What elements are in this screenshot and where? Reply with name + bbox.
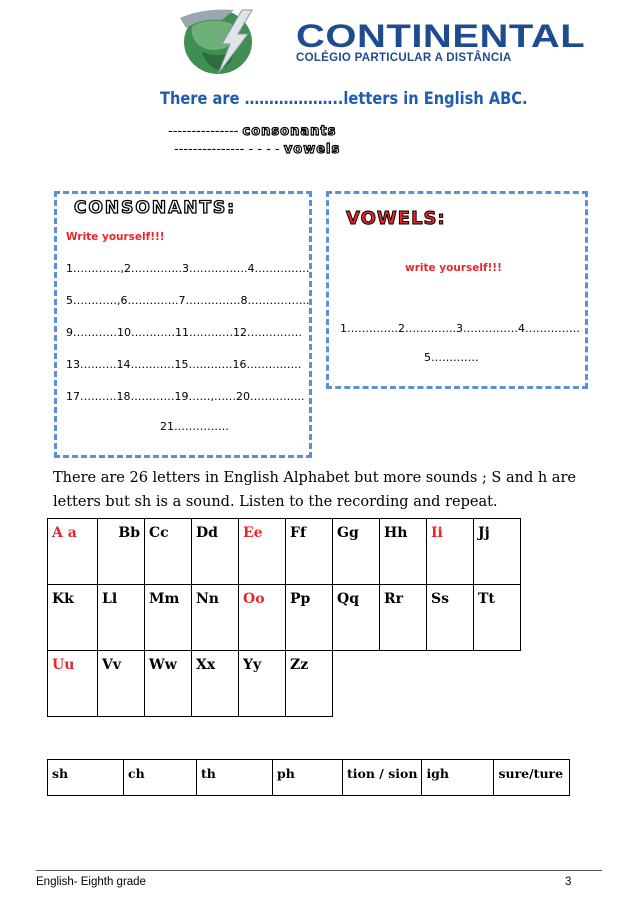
- consonants-count-line: [168, 124, 336, 139]
- alphabet-row: [48, 585, 521, 651]
- footer-course: English- Eighth grade: [36, 876, 146, 888]
- letter-cell: Gg: [333, 519, 380, 585]
- sound-cell: tion / sion: [343, 760, 422, 796]
- sound-cell: ph: [273, 760, 343, 796]
- letter-cell: Ll: [98, 585, 145, 651]
- sound-cell: sure/ture: [494, 760, 570, 796]
- empty-cell: [380, 651, 427, 717]
- letter-cell: Zz: [286, 651, 333, 717]
- letter-cell: Xx: [192, 651, 239, 717]
- instruction-paragraph: There are 26 letters in English Alphabet but more sounds ; S and h are letters but sh is a sound. Listen to the recording and repeat.: [53, 470, 576, 510]
- alphabet-table: [47, 518, 521, 717]
- letter-cell: Dd: [192, 519, 239, 585]
- footer-divider: [36, 870, 602, 871]
- page-title: There are ………………..letters in English ABC.: [160, 89, 528, 109]
- empty-cell: [474, 651, 521, 717]
- vowels-blank-line[interactable]: 5………….: [424, 351, 479, 364]
- letter-cell: Cc: [145, 519, 192, 585]
- letter-cell: Hh: [380, 519, 427, 585]
- sound-cell: sh: [48, 760, 124, 796]
- letter-cell: Mm: [145, 585, 192, 651]
- sound-cell: th: [197, 760, 273, 796]
- consonants-instruction: Write yourself!!!: [66, 231, 165, 243]
- letter-cell: Qq: [333, 585, 380, 651]
- sounds-row: [48, 760, 570, 796]
- letter-cell: Ii: [427, 519, 474, 585]
- consonants-blank-line[interactable]: 17……….18…………19……,……20…………...: [66, 390, 305, 403]
- letter-cell: Bb: [98, 519, 145, 585]
- consonants-heading: CONSONANTS:: [74, 198, 237, 218]
- letter-cell: Ff: [286, 519, 333, 585]
- page-number: 3: [565, 876, 572, 888]
- vowels-count-line: [174, 142, 340, 157]
- consonants-blank: ---------------: [168, 124, 239, 139]
- consonants-blank-line[interactable]: 5…………,6…………..7……………8……………..: [66, 294, 310, 307]
- logo-title: CONTINENTAL: [296, 18, 586, 55]
- letter-cell: Kk: [48, 585, 98, 651]
- consonants-label: consonants: [242, 124, 337, 139]
- letter-cell: Ss: [427, 585, 474, 651]
- alphabet-row: [48, 651, 521, 717]
- letter-cell: Yy: [239, 651, 286, 717]
- consonants-blank-line[interactable]: 9…………10…………11…………12……………: [66, 326, 302, 339]
- logo-subtitle: COLÉGIO PARTICULAR A DISTÂNCIA: [296, 52, 512, 64]
- vowels-heading: VOWELS:: [346, 208, 446, 229]
- letter-cell: A a: [48, 519, 98, 585]
- letter-cell: Tt: [474, 585, 521, 651]
- vowels-instruction: write yourself!!!: [405, 262, 502, 274]
- consonants-blank-line[interactable]: 13……….14…………15…………16……………: [66, 358, 302, 371]
- consonants-blank-line[interactable]: 1………….,2…………..3…………….4……………: [66, 262, 310, 275]
- vowels-blank-line[interactable]: 1…………..2…………..3……………4……………: [340, 322, 580, 335]
- letter-cell: Ee: [239, 519, 286, 585]
- letter-cell: Pp: [286, 585, 333, 651]
- empty-cell: [333, 651, 380, 717]
- empty-cell: [427, 651, 474, 717]
- sounds-table: [47, 759, 570, 796]
- vowels-blank: --------------- - - - -: [174, 142, 280, 157]
- sound-cell: ch: [124, 760, 197, 796]
- consonants-blank-line[interactable]: 21……………: [160, 420, 229, 433]
- globe-logo-icon: [172, 6, 264, 78]
- letter-cell: Uu: [48, 651, 98, 717]
- letter-cell: Rr: [380, 585, 427, 651]
- alphabet-row: [48, 519, 521, 585]
- letter-cell: Vv: [98, 651, 145, 717]
- letter-cell: Jj: [474, 519, 521, 585]
- letter-cell: Ww: [145, 651, 192, 717]
- vowels-label: vowels: [283, 142, 341, 157]
- sound-cell: igh: [422, 760, 494, 796]
- letter-cell: Nn: [192, 585, 239, 651]
- letter-cell: Oo: [239, 585, 286, 651]
